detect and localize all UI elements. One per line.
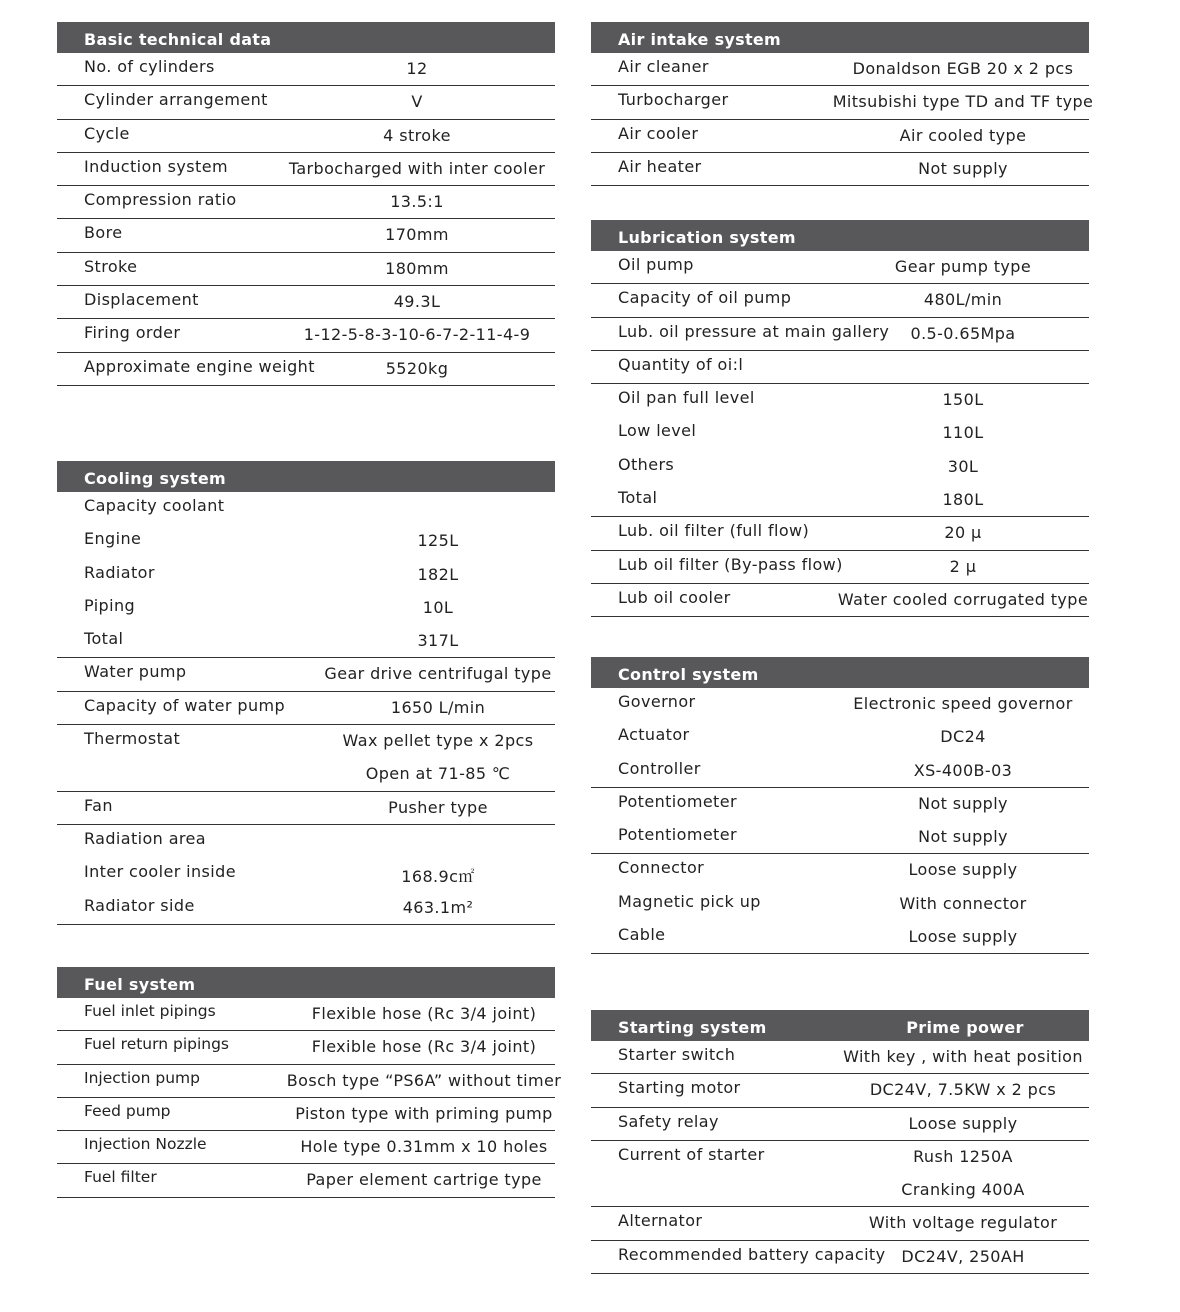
spec-row xyxy=(57,559,555,592)
spec-row xyxy=(57,825,555,858)
spec-row xyxy=(591,517,1089,550)
spec-value: Rush 1250A xyxy=(913,1146,1013,1166)
spec-row xyxy=(57,1065,562,1098)
spec-label: Feed pump xyxy=(84,1101,171,1120)
spec-row xyxy=(591,153,1089,186)
section-header xyxy=(591,1010,1089,1041)
spec-row xyxy=(591,584,1089,617)
spec-value: 182L xyxy=(417,564,459,584)
spec-value: Air cooled type xyxy=(899,125,1027,145)
section-header: Basic technical data xyxy=(57,22,555,53)
spec-label: Capacity of oil pump xyxy=(618,288,792,308)
spec-value: 4 stroke xyxy=(383,125,451,145)
spec-row xyxy=(591,1041,1089,1074)
spec-row xyxy=(57,1164,555,1197)
spec-row xyxy=(57,998,555,1031)
spec-value: 317L xyxy=(417,631,459,651)
spec-label: Firing order xyxy=(84,323,181,343)
spec-label: Water pump xyxy=(84,662,187,682)
spec-label: Capacity of water pump xyxy=(84,695,286,715)
spec-row xyxy=(591,888,1089,921)
section-header: Control system xyxy=(591,657,1089,688)
spec-label: Fan xyxy=(84,795,113,815)
spec-value: 125L xyxy=(417,531,459,551)
spec-value: 110L xyxy=(942,423,984,443)
spec-label: Others xyxy=(618,454,675,474)
spec-row xyxy=(591,788,1089,821)
spec-label: Magnetic pick up xyxy=(618,891,761,911)
spec-row xyxy=(57,792,555,825)
spec-value: 180mm xyxy=(385,258,449,278)
spec-row xyxy=(591,318,1089,351)
spec-label: Controller xyxy=(618,758,701,778)
spec-row xyxy=(57,758,555,791)
spec-value: Loose supply xyxy=(908,927,1018,947)
spec-row xyxy=(57,692,555,725)
spec-value: Loose supply xyxy=(908,1113,1018,1133)
spec-value: 1-12-5-8-3-10-6-7-2-11-4-9 xyxy=(303,325,531,345)
spec-label: Starter switch xyxy=(618,1045,736,1064)
spec-label: Low level xyxy=(618,421,697,441)
spec-row xyxy=(591,351,1089,384)
spec-label: Fuel inlet pipings xyxy=(84,1002,216,1020)
spec-label: Recommended battery capacity xyxy=(618,1244,886,1264)
section-header: Air intake system xyxy=(591,22,1089,53)
spec-row xyxy=(57,492,555,525)
spec-value: Tarbocharged with inter cooler xyxy=(288,158,546,178)
spec-label: Starting motor xyxy=(618,1078,741,1098)
spec-label: Air cooler xyxy=(618,123,699,143)
spec-row xyxy=(57,625,555,658)
spec-row xyxy=(591,921,1089,954)
spec-value: Open at 71-85 ℃ xyxy=(365,764,511,784)
spec-label: Radiator side xyxy=(84,895,195,915)
spec-label: Induction system xyxy=(84,156,228,176)
spec-value: 150L xyxy=(942,390,984,410)
spec-row xyxy=(591,821,1089,854)
spec-label: Air heater xyxy=(618,156,702,176)
spec-row xyxy=(591,1108,1089,1141)
spec-label: Governor xyxy=(618,692,696,711)
spec-row xyxy=(57,53,555,86)
spec-value: 1650 L/min xyxy=(390,697,486,717)
spec-label: Displacement xyxy=(84,290,199,310)
spec-value: Bosch type “PS6A” without timer xyxy=(286,1070,562,1090)
spec-row xyxy=(591,86,1094,119)
spec-value: Electronic speed governor xyxy=(853,694,1073,713)
spec-value: 49.3L xyxy=(393,292,441,312)
spec-label: Safety relay xyxy=(618,1111,719,1131)
spec-label: Piping xyxy=(84,595,136,615)
spec-value: 168.9c㎡ xyxy=(401,867,475,887)
spec-label: Potentiometer xyxy=(618,825,737,845)
section-title: Starting system xyxy=(618,1018,767,1037)
spec-label: Lub oil cooler xyxy=(618,587,731,607)
starting-system-section xyxy=(591,1010,1089,1274)
section-title-value: Prime power xyxy=(906,1018,1024,1037)
spec-label: Radiation area xyxy=(84,828,206,848)
spec-value: Loose supply xyxy=(908,860,1018,880)
spec-label: No. of cylinders xyxy=(84,57,215,76)
spec-value: Gear pump type xyxy=(894,257,1032,276)
section-header: Fuel system xyxy=(57,967,555,998)
spec-value: Water cooled corrugated type xyxy=(837,589,1089,609)
spec-value: 480L/min xyxy=(923,290,1003,310)
spec-row xyxy=(591,1074,1089,1107)
spec-label: Cycle xyxy=(84,123,130,143)
spec-label: Engine xyxy=(84,529,142,549)
spec-label: Connector xyxy=(618,858,705,878)
spec-row xyxy=(57,286,555,319)
spec-label: Thermostat xyxy=(84,729,181,749)
spec-value: 12 xyxy=(406,59,428,78)
spec-value: Not supply xyxy=(918,158,1008,178)
spec-label: Bore xyxy=(84,223,123,243)
fuel-system-section xyxy=(57,967,562,1198)
spec-value: Flexible hose (Rc 3/4 joint) xyxy=(311,1037,537,1057)
spec-row xyxy=(591,417,1089,450)
spec-row xyxy=(591,1141,1089,1174)
spec-row xyxy=(57,892,555,925)
spec-label: Inter cooler inside xyxy=(84,862,236,882)
spec-value: DC24 xyxy=(940,727,986,747)
spec-value: DC24V, 250AH xyxy=(901,1246,1025,1266)
spec-row xyxy=(57,858,555,891)
spec-row xyxy=(57,219,555,252)
spec-value: XS-400B-03 xyxy=(913,760,1013,780)
spec-row xyxy=(591,755,1089,788)
spec-value: 0.5-0.65Mpa xyxy=(910,323,1016,343)
spec-label: Alternator xyxy=(618,1211,703,1231)
spec-row xyxy=(57,592,555,625)
spec-row xyxy=(57,120,555,153)
spec-row xyxy=(591,1207,1089,1240)
spec-value: 180L xyxy=(942,490,984,510)
spec-label: Oil pump xyxy=(618,255,694,274)
spec-row xyxy=(57,725,555,758)
air-intake-system-section xyxy=(591,22,1094,186)
section-header: Cooling system xyxy=(57,461,555,492)
spec-row xyxy=(57,1031,555,1064)
spec-label: Capacity coolant xyxy=(84,496,225,515)
spec-row xyxy=(57,186,555,219)
spec-value: Cranking 400A xyxy=(901,1180,1025,1200)
spec-label: Potentiometer xyxy=(618,791,737,811)
spec-label: Current of starter xyxy=(618,1144,765,1164)
spec-label: Fuel return pipings xyxy=(84,1035,230,1054)
spec-row xyxy=(591,53,1089,86)
spec-label: Oil pan full level xyxy=(618,388,755,408)
spec-row xyxy=(591,1174,1089,1207)
spec-value: Piston type with priming pump xyxy=(295,1103,553,1123)
spec-label: Radiator xyxy=(84,562,155,582)
spec-row xyxy=(57,353,555,386)
spec-label: Turbocharger xyxy=(618,90,729,110)
spec-value: Flexible hose (Rc 3/4 joint) xyxy=(311,1004,537,1023)
spec-label: Cable xyxy=(618,925,666,945)
spec-value: Mitsubishi type TD and TF type xyxy=(832,92,1094,112)
spec-label: Lub. oil filter (full flow) xyxy=(618,521,810,541)
spec-row xyxy=(57,1098,555,1131)
cooling-system-section xyxy=(57,461,555,925)
spec-row xyxy=(591,451,1089,484)
spec-label: Approximate engine weight xyxy=(84,356,315,376)
spec-row xyxy=(591,688,1089,721)
spec-value: Not supply xyxy=(918,793,1008,813)
spec-label: Lub. oil pressure at main gallery xyxy=(618,321,890,341)
spec-value: Gear drive centrifugal type xyxy=(324,664,552,684)
spec-row xyxy=(591,251,1089,284)
spec-value: Paper element cartrige type xyxy=(306,1170,542,1190)
spec-value: With key , with heat position xyxy=(843,1047,1083,1066)
spec-row xyxy=(591,484,1089,517)
spec-row xyxy=(591,854,1089,887)
spec-value: 2 μ xyxy=(949,556,977,576)
spec-row xyxy=(57,153,555,186)
spec-row xyxy=(57,1131,555,1164)
spec-value: 463.1m² xyxy=(402,897,474,917)
spec-row xyxy=(591,721,1089,754)
spec-value: Hole type 0.31mm x 10 holes xyxy=(300,1137,548,1157)
spec-value: With connector xyxy=(899,893,1027,913)
spec-row xyxy=(57,319,555,352)
control-system-section xyxy=(591,657,1089,954)
spec-label: Total xyxy=(618,488,658,508)
spec-label: Injection pump xyxy=(84,1068,200,1087)
spec-row xyxy=(591,551,1089,584)
spec-value: 30L xyxy=(947,456,979,476)
spec-row xyxy=(591,120,1089,153)
spec-row xyxy=(57,658,555,691)
spec-value: 10L xyxy=(422,597,454,617)
spec-row xyxy=(57,525,555,558)
spec-label: Cylinder arrangement xyxy=(84,90,268,110)
spec-row xyxy=(591,384,1089,417)
spec-label: Air cleaner xyxy=(618,57,709,76)
spec-value: Not supply xyxy=(918,827,1008,847)
spec-label: Quantity of oi:l xyxy=(618,354,744,374)
spec-value: 5520kg xyxy=(385,358,449,378)
lubrication-system-section xyxy=(591,220,1089,617)
spec-value: With voltage regulator xyxy=(868,1213,1058,1233)
section-header: Lubrication system xyxy=(591,220,1089,251)
spec-label: Injection Nozzle xyxy=(84,1135,207,1154)
spec-label: Actuator xyxy=(618,725,690,745)
spec-value: 170mm xyxy=(385,225,449,245)
basic-technical-data-section xyxy=(57,22,555,386)
spec-row xyxy=(591,1241,1089,1274)
spec-value: 20 μ xyxy=(944,523,982,543)
spec-label: Total xyxy=(84,629,124,649)
spec-label: Stroke xyxy=(84,256,138,276)
spec-value: Wax pellet type x 2pcs xyxy=(342,731,534,751)
spec-row xyxy=(57,86,555,119)
spec-label: Lub oil filter (By-pass flow) xyxy=(618,554,843,574)
spec-value: DC24V, 7.5KW x 2 pcs xyxy=(869,1080,1057,1100)
spec-label: Fuel filter xyxy=(84,1168,157,1187)
spec-value: Donaldson EGB 20 x 2 pcs xyxy=(852,59,1074,78)
spec-label: Compression ratio xyxy=(84,190,237,210)
spec-value: V xyxy=(411,92,423,112)
spec-row xyxy=(591,284,1089,317)
spec-row xyxy=(57,253,555,286)
spec-value: Pusher type xyxy=(388,797,488,817)
spec-value: 13.5:1 xyxy=(390,192,444,212)
